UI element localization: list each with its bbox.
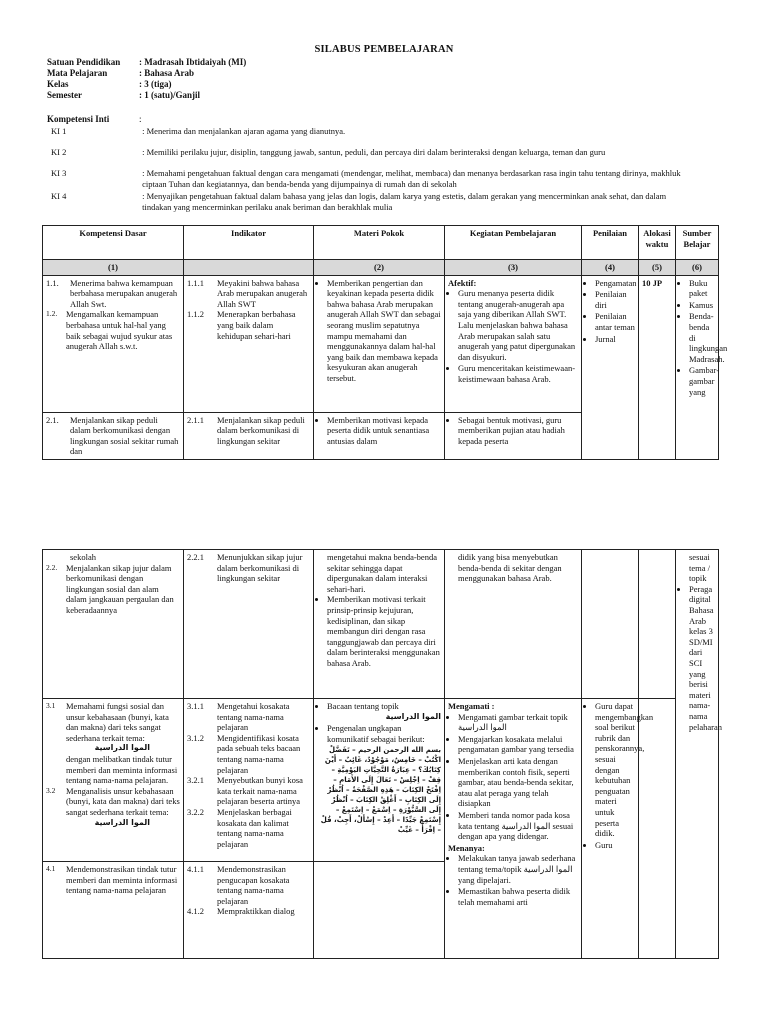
- materi-item: • Memberikan motivasi kepada peserta didik untuk senantiasa antusias dalam: [327, 415, 441, 447]
- indikator-item: [187, 906, 310, 917]
- indikator-text: Menerapkan berbahasa yang baik dalam kehidupan sehari-hari: [217, 309, 296, 341]
- syllabus-table-top: [42, 225, 728, 460]
- col-number: (2): [314, 260, 445, 276]
- kegiatan-item: • Memberi tanda nomor pada kosa kata tentang الموا الدراسية sesuai dengan apa yang didengar.: [458, 810, 578, 842]
- kegiatan-heading: Menanya:: [448, 842, 485, 853]
- kd-item: [46, 415, 180, 457]
- kd-number: 1.2.: [46, 309, 58, 319]
- alokasi-cell: [639, 550, 676, 699]
- materi-cell: [314, 862, 445, 959]
- kd-arabic-term: الموا الدراسية: [94, 743, 150, 753]
- kegiatan-item: • Sebagai bentuk motivasi, guru memberikan pujian atau hadiah kepada peserta: [458, 415, 578, 447]
- kd-text: Memahami fungsi sosial dan unsur kebahasaan (bunyi, kata dan makna) dari teks sangat sederhana terkait tema:: [66, 701, 169, 743]
- indikator-number: 3.2.1: [187, 775, 204, 786]
- meta-value: : Bahasa Arab: [139, 68, 195, 78]
- kd-number: 2.2.: [46, 562, 58, 572]
- indikator-item: [187, 309, 310, 341]
- alokasi-cell: [639, 699, 676, 959]
- col-header-kegiatan: Kegiatan Pembelajaran: [445, 226, 582, 260]
- meta-value: : Madrasah Ibtidaiyah (MI): [139, 57, 247, 67]
- meta-block: [47, 57, 246, 101]
- indikator-item: [187, 864, 310, 906]
- penilaian-item: • Jurnal: [595, 334, 635, 345]
- penilaian-item: • Guru dapat mengembangkan soal berikut rubrik dan penskorannya, sesuai dengan kebutuhan penguatan materi untuk peserta didik.: [595, 701, 635, 839]
- indikator-item: [187, 775, 310, 807]
- penilaian-cell: [582, 699, 654, 959]
- col-header-sumber: Sumber Belajar: [676, 226, 719, 260]
- indikator-number: 4.1.2: [187, 906, 204, 917]
- kd-item: [46, 864, 180, 896]
- ki-colon: :: [139, 114, 142, 124]
- indikator-cell: [184, 862, 314, 959]
- kd-number: 2.1.: [46, 414, 59, 425]
- indikator-number: 3.1.1: [187, 701, 204, 711]
- meta-row: [47, 68, 246, 79]
- col-header-penilaian: Penilaian: [582, 226, 639, 260]
- kegiatan-item: • Guru menanya peserta didik tentang anugerah-anugerah apa saja yang diberikan Allah SWT. Lalu menjelaskan bahwa bahasa Arab merupakan salah satu anugerah yang patut dipergunakan dan disyukuri.: [458, 288, 578, 362]
- kegiatan-item: • Guru menceritakan keistimewaan-keistimewaan bahasa Arab.: [458, 363, 578, 384]
- meta-row: [47, 90, 246, 101]
- indikator-cell: [184, 275, 314, 412]
- indikator-item: [187, 701, 310, 733]
- kd-item: [46, 278, 180, 310]
- kd-item: [46, 563, 180, 616]
- indikator-text: Menjalankan sikap peduli dalam berkomunikasi di lingkungan sekitar: [217, 414, 305, 446]
- penilaian-item: • Guru: [595, 840, 635, 851]
- kegiatan-continuation: didik yang bisa menyebutkan benda-benda di sekitar dengan menggunakan bahasa Arab.: [458, 552, 562, 584]
- table-row: [43, 699, 719, 862]
- col-header-materi: Materi Pokok: [314, 226, 445, 260]
- ki-label: KI 3: [51, 168, 67, 178]
- materi-cell: [314, 412, 445, 459]
- indikator-number: 1.1.2: [187, 309, 204, 320]
- meta-value: : 1 (satu)/Ganjil: [139, 90, 201, 100]
- indikator-text: Mengetahui kosakata tentang nama-nama pelajaran: [217, 701, 290, 733]
- syllabus-table-bottom: [42, 549, 723, 959]
- indikator-number: 2.1.1: [187, 414, 204, 425]
- indikator-text: Mendemonstrasikan pengucapan kosakata tentang nama-nama pelajaran: [217, 864, 290, 906]
- kd-cell: [43, 550, 184, 699]
- penilaian-item: • Penilaian diri: [595, 289, 635, 310]
- col-number: (1): [43, 260, 184, 276]
- meta-key: Mata Pelajaran: [47, 68, 108, 78]
- document-title: SILABUS PEMBELAJARAN: [314, 44, 454, 55]
- meta-key: Satuan Pendidikan: [47, 57, 121, 67]
- indikator-cell: [184, 699, 314, 862]
- kd-text: Menganalisis unsur kebahasaan (bunyi, kata dan makna) dari teks sangat sederhana terkait tema:: [66, 785, 180, 817]
- materi-text: Bacaan tentang topik: [327, 701, 399, 711]
- col-number: (6): [676, 260, 719, 276]
- ki-heading: Kompetensi Inti: [47, 114, 110, 124]
- col-number: (3): [445, 260, 582, 276]
- kegiatan-cell: [445, 699, 582, 959]
- kd-item: [46, 786, 180, 818]
- col-number: (4): [582, 260, 639, 276]
- indikator-number: 4.1.1: [187, 864, 204, 874]
- kd-item: [46, 309, 180, 351]
- kegiatan-item: • Menjelaskan arti kata dengan memberikan contoh fisik, seperti gambar, atau benda-benda sekitar, atau alat peraga yang telah disiapkan: [458, 756, 578, 809]
- kd-cell: [43, 699, 184, 862]
- ki-text: : Memiliki perilaku jujur, disiplin, tanggung jawab, santun, peduli, dan percaya diri dalam berinteraksi dengan keluarga, teman dan guru: [142, 147, 606, 157]
- kd-continuation: sekolah: [70, 552, 96, 562]
- kd-text: Menjalankan sikap peduli dalam berkomunikasi dengan lingkungan sosial sekitar rumah dan: [70, 414, 179, 457]
- kd-cell: [43, 412, 184, 459]
- meta-row: [47, 57, 246, 68]
- kegiatan-item: • Mengamati gambar terkait topik الموا الدراسية: [458, 712, 578, 733]
- meta-key: Semester: [47, 90, 82, 100]
- kd-number: 4.1: [46, 864, 56, 873]
- kd-text: Menjalankan sikap jujur dalam berkomunikasi dengan lingkungan sosial dan alam dalam jangkauan pergaulan dan keberadaannya: [66, 562, 174, 615]
- sumber-item: • Gambar-gambar yang: [689, 365, 715, 397]
- ki-item: [47, 147, 687, 158]
- ki-item: [47, 126, 687, 137]
- materi-item: • Memberikan pengertian dan keyakinan kepada peserta didik bahwa bahasa Arab merupakan anugerah Allah SWT dan sebagai seorang muslim sepatutnya mampu memahami dan menggunakannya dalam hal-hal yang baik dan membawa kepada kesyukuran akan anugerah tersebut.: [327, 278, 441, 384]
- kegiatan-cell: [445, 275, 582, 412]
- sumber-item: • Benda-benda di lingkungan Madrasah.: [689, 311, 715, 364]
- meta-value: : 3 (tiga): [139, 79, 172, 89]
- penilaian-cell: [582, 275, 639, 459]
- materi-item: [327, 701, 441, 722]
- indikator-cell: [184, 550, 314, 699]
- ki-text: : Menerima dan menjalankan ajaran agama yang dianutnya.: [142, 126, 346, 136]
- materi-item: • Pengenalan ungkapan komunikatif sebagai berikut:: [327, 723, 441, 744]
- penilaian-item: • Penilaian antar teman: [595, 311, 635, 332]
- meta-row: [47, 79, 246, 90]
- ki-text: : Menyajikan pengetahuan faktual dalam bahasa yang jelas dan logis, dalam karya yang estetis, dalam gerakan yang mencerminkan anak sehat, dan dalam tindakan yang mencerminkan perilaku anak beriman dan berakhlak mulia: [142, 191, 667, 212]
- kegiatan-heading: Mengamati :: [448, 701, 495, 711]
- sumber-item: • Buku paket: [689, 278, 715, 299]
- kegiatan-item: • Melakukan tanya jawab sederhana tentang tema/topik الموا الدراسية yang dipelajari.: [458, 853, 578, 885]
- ki-item: [47, 168, 687, 189]
- penilaian-item: • Pengamatan: [595, 278, 635, 289]
- sumber-cell: [676, 550, 723, 959]
- col-number: [184, 260, 314, 276]
- kd-text-cont: dengan melibatkan tindak tutur memberi dan meminta informasi tentang nama-nama pelajaran.: [66, 753, 178, 786]
- col-number: (5): [639, 260, 676, 276]
- kegiatan-cell: [445, 550, 582, 699]
- kd-number: 1.1.: [46, 277, 59, 288]
- indikator-item: [187, 278, 310, 310]
- ki-item: [47, 191, 687, 212]
- col-header-kd: Kompetensi Dasar: [43, 226, 184, 260]
- indikator-text: Menjelaskan berbagai kosakata dan kalimat tentang nama-nama pelajaran: [217, 806, 292, 849]
- indikator-text: Meyakini bahwa bahasa Arab merupakan anugerah Allah SWT: [217, 277, 308, 309]
- indikator-text: Menunjukkan sikap jujur dalam berkomunikasi di lingkungan sekitar: [217, 552, 303, 584]
- kegiatan-item: • Mengajarkan kosakata melalui pengamatan gambar yang tersedia: [458, 734, 578, 755]
- indikator-number: 3.1.2: [187, 732, 204, 743]
- meta-key: Kelas: [47, 79, 69, 89]
- materi-arabic-term: الموا الدراسية: [385, 711, 441, 721]
- indikator-text: Mempraktikkan dialog: [217, 906, 295, 917]
- kd-cell: [43, 862, 184, 959]
- number-row: [43, 260, 719, 276]
- kegiatan-heading: Afektif:: [448, 277, 477, 288]
- alokasi-cell: 10 JP: [639, 275, 676, 459]
- sumber-cell: [676, 275, 728, 459]
- table-row: [43, 550, 719, 699]
- sumber-continuation: sesuai tema / topik: [689, 552, 711, 584]
- kegiatan-item: • Memastikan bahwa peserta didik telah memahami arti: [458, 886, 578, 907]
- indikator-item: [187, 807, 310, 849]
- indikator-number: 3.2.2: [187, 806, 204, 817]
- indikator-cell: [184, 412, 314, 459]
- materi-cell: [314, 699, 445, 862]
- kd-arabic-term: الموا الدراسية: [94, 817, 150, 827]
- kd-item: [46, 701, 180, 743]
- penilaian-cell: [582, 550, 639, 699]
- ki-label: KI 2: [51, 147, 67, 157]
- kd-text: Menerima bahwa kemampuan berbahasa merupakan anugerah Allah Swt.: [70, 277, 178, 309]
- materi-cell: [314, 550, 445, 699]
- kd-text: Mengamalkan kemampuan berbahasa untuk hal-hal yang baik sebagai wujud syukur atas anugerah Allah s.w.t.: [66, 309, 173, 352]
- ki-label: KI 4: [51, 191, 67, 201]
- materi-arabic-expressions: بسم الله الرحمن الرحيم – تَفَضَّلْ اكْتُبْ – خَامِسٌ، مَوْجُوْدٌ، غَائِبٌ – أَيْنَ كِتَابُكَ؟ – عِبَارَةُ التَّحِيَّاتِ اليَوْمِيَّةِ – قِفْ – اِجْلِسْ – تَعَالَ إِلَى الأَمَامِ – اِفْتَحْ الكِتَابَ – هَذِهِ الصَّفْحَةُ – اُنْظُرْ إِلَى الكِتَابِ – أَغْلِقْ الكِتَابَ – اُنْظُرْ إِلَى السَّبُّوْرَةِ – اِسْمَعْ – اِسْتَمِعْ – إِسْتَمِعْ جَيِّدًا – أَعِدْ – إِسْأَلْ، أَجِبْ، قُلْ – اِقْرَأْ – غَيِّبْ: [320, 746, 441, 835]
- indikator-item: [187, 733, 310, 775]
- ki-label: KI 1: [51, 126, 67, 136]
- kegiatan-cell: [445, 412, 582, 459]
- table-row: [43, 275, 719, 412]
- indikator-number: 2.2.1: [187, 552, 204, 562]
- materi-cell: [314, 275, 445, 412]
- sumber-item: • Kamus: [689, 300, 715, 311]
- col-header-alokasi: Alokasi waktu: [639, 226, 676, 260]
- materi-continuation: mengetahui makna benda-benda sekitar sehingga dapat dipergunakan dalam interaksi sehari-hari.: [327, 552, 437, 594]
- indikator-item: [187, 552, 310, 584]
- kd-cell: [43, 275, 184, 412]
- indikator-item: [187, 415, 310, 447]
- kd-number: 3.2: [46, 785, 56, 795]
- indikator-text: Mengidentifikasi kosata pada sebuah teks bacaan tentang nama-nama pelajaran: [217, 732, 301, 775]
- col-header-indikator: Indikator: [184, 226, 314, 260]
- ki-text: : Memahami pengetahuan faktual dengan cara mengamati (mendengar, melihat, membaca) dan menanya berdasarkan rasa ingin tahu tentang dirinya, makhluk ciptaan Tuhan dan kegiatannya, dan benda-benda yang dijumpainya di rumah dan di sekolah: [142, 168, 681, 189]
- materi-item: • Memberikan motivasi terkait prinsip-prinsip kejujuran, kedisiplinan, dan sikap membangun diri dengan rasa tanggungjawab dan percaya diri dalam berinteraksi menggunakan bahasa Arab.: [327, 594, 441, 668]
- sumber-item: • Peraga digital Bahasa Arab kelas 3 SD/MI dari SCI yang berisi materi nama-nama pelaharan: [689, 584, 715, 732]
- indikator-text: Menyebutkan bunyi kosa kata terkait nama-nama pelajaran beserta artinya: [217, 775, 303, 807]
- kd-text: Mendemonstrasikan tindak tutur memberi dan meminta informasi tentang nama-nama pelajaran: [66, 864, 178, 896]
- kd-number: 3.1: [46, 701, 56, 710]
- indikator-number: 1.1.1: [187, 277, 204, 288]
